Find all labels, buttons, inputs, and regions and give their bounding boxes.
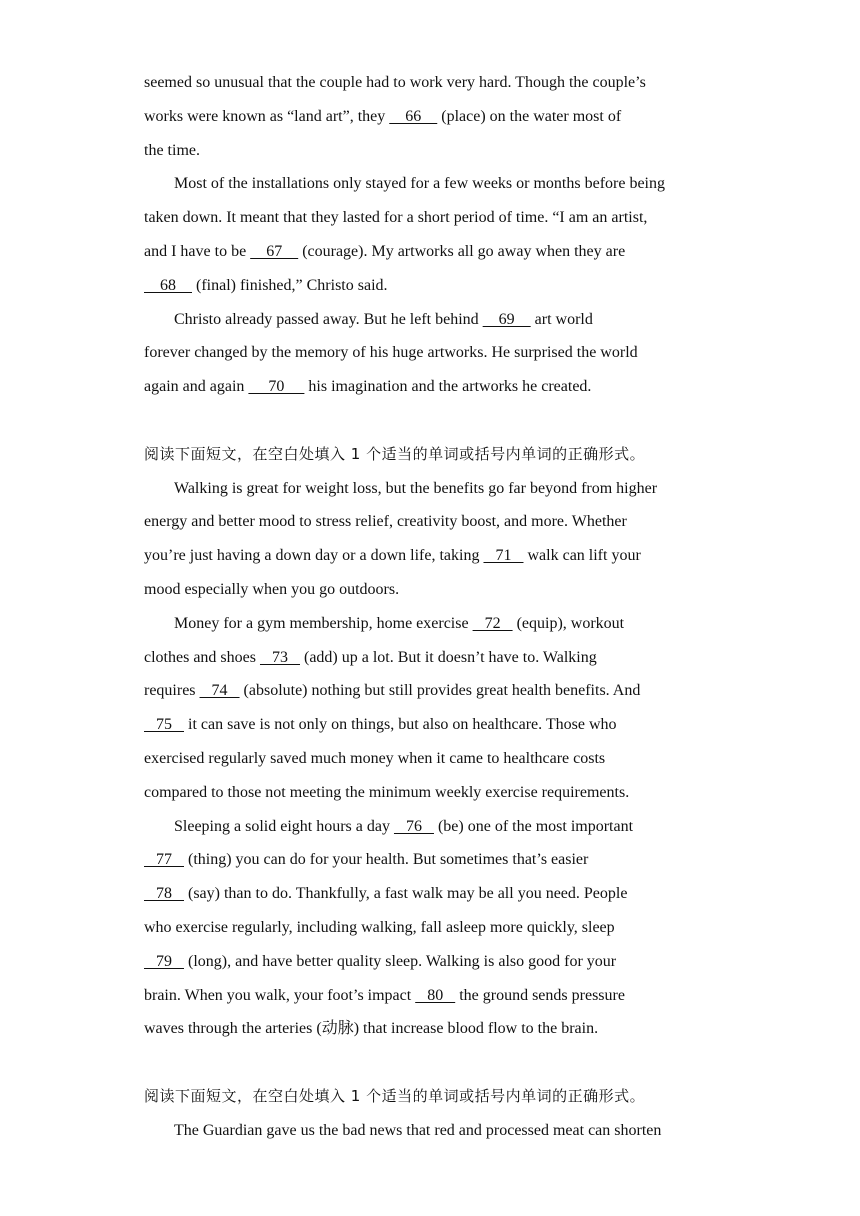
text-segment: (say) than to do. Thankfully, a fast walk may be all you need. People xyxy=(184,885,628,903)
text-line xyxy=(144,742,714,776)
text-segment: (place) on the water most of xyxy=(437,107,622,125)
text-segment: (courage). My artworks all go away when they are xyxy=(298,242,626,260)
text-segment: it can save is not only on things, but also on healthcare. Those who xyxy=(184,716,617,734)
text-line xyxy=(144,776,714,810)
text-segment: and I have to be xyxy=(144,242,251,260)
text-line xyxy=(144,877,714,911)
answer-blank[interactable]: 66 xyxy=(389,107,438,125)
text-line xyxy=(144,505,714,539)
text-segment: exercised regularly saved much money when it came to healthcare costs xyxy=(144,749,606,767)
text-line xyxy=(144,235,714,269)
answer-blank[interactable]: 75 xyxy=(144,716,184,734)
answer-blank[interactable]: 69 xyxy=(482,310,531,328)
paragraph xyxy=(144,1114,714,1148)
paragraph xyxy=(144,66,714,167)
answer-blank[interactable]: 74 xyxy=(199,682,240,700)
text-line xyxy=(144,66,714,100)
text-segment: requires xyxy=(144,682,200,700)
text-segment: Walking is great for weight loss, but the benefits go far beyond from higher xyxy=(174,479,658,497)
text-segment: Sleeping a solid eight hours a day xyxy=(174,817,394,835)
section-instruction: 阅读下面短文，在空白处填入 1 个适当的单词或括号内单词的正确形式。 xyxy=(144,444,646,463)
text-line xyxy=(144,134,714,168)
text-line xyxy=(144,641,714,675)
paragraph xyxy=(144,303,714,404)
document-body xyxy=(144,66,714,1148)
text-segment: his imagination and the artworks he created. xyxy=(304,378,592,396)
text-segment: (final) finished,” Christo said. xyxy=(192,276,388,294)
text-segment: compared to those not meeting the minimum weekly exercise requirements. xyxy=(144,783,630,801)
text-line xyxy=(144,979,714,1013)
text-line xyxy=(144,303,714,337)
text-line xyxy=(144,945,714,979)
section-spacer xyxy=(144,1046,714,1080)
answer-blank[interactable]: 76 xyxy=(393,817,434,835)
text-segment: (long), and have better quality sleep. Walking is also good for your xyxy=(184,952,617,970)
text-segment: clothes and shoes xyxy=(144,648,260,666)
paragraph xyxy=(144,810,714,1047)
text-line xyxy=(144,573,714,607)
text-line xyxy=(144,201,714,235)
text-line xyxy=(144,336,714,370)
text-segment: again and again xyxy=(144,378,249,396)
text-line xyxy=(144,810,714,844)
text-segment: works were known as “land art”, they xyxy=(144,107,390,125)
text-segment: mood especially when you go outdoors. xyxy=(144,580,400,598)
section-spacer xyxy=(144,404,714,438)
text-segment: art world xyxy=(530,310,593,328)
section-instruction: 阅读下面短文，在空白处填入 1 个适当的单词或括号内单词的正确形式。 xyxy=(144,1086,646,1105)
answer-blank[interactable]: 79 xyxy=(144,952,184,970)
text-segment: (add) up a lot. But it doesn’t have to. Walking xyxy=(299,648,597,666)
paragraph xyxy=(144,607,714,810)
answer-blank[interactable]: 73 xyxy=(259,648,300,666)
text-line xyxy=(144,472,714,506)
text-segment: the time. xyxy=(144,141,200,159)
text-line xyxy=(144,1114,714,1148)
answer-blank[interactable]: 70 xyxy=(248,378,305,396)
text-line xyxy=(144,674,714,708)
answer-blank[interactable]: 68 xyxy=(144,276,192,294)
text-line xyxy=(144,539,714,573)
paragraph xyxy=(144,167,714,302)
text-segment: Most of the installations only stayed for a few weeks or months before being xyxy=(174,175,665,193)
text-line xyxy=(144,269,714,303)
text-segment: (equip), workout xyxy=(512,614,625,632)
text-segment: (be) one of the most important xyxy=(433,817,634,835)
text-line xyxy=(144,607,714,641)
text-line xyxy=(144,100,714,134)
text-line xyxy=(144,708,714,742)
text-line xyxy=(144,370,714,404)
text-segment: forever changed by the memory of his huge artworks. He surprised the world xyxy=(144,344,638,362)
paragraph xyxy=(144,472,714,607)
text-segment: brain. When you walk, your foot’s impact xyxy=(144,986,416,1004)
text-segment: seemed so unusual that the couple had to work very hard. Though the couple’s xyxy=(144,74,646,91)
answer-blank[interactable]: 77 xyxy=(144,851,184,869)
text-segment: walk can lift your xyxy=(523,547,641,565)
text-segment: (absolute) nothing but still provides great health benefits. And xyxy=(239,682,641,700)
text-line xyxy=(144,1012,714,1046)
text-segment: Money for a gym membership, home exercise xyxy=(174,614,473,632)
text-segment: you’re just having a down day or a down life, taking xyxy=(144,547,484,565)
text-segment: taken down. It meant that they lasted for a short period of time. “I am an artist, xyxy=(144,209,648,227)
text-segment: The Guardian gave us the bad news that red and processed meat can shorten xyxy=(174,1121,662,1139)
answer-blank[interactable]: 67 xyxy=(250,242,299,260)
answer-blank[interactable]: 72 xyxy=(472,614,513,632)
text-line xyxy=(144,911,714,945)
text-segment: waves through the arteries (动脉) that increase blood flow to the brain. xyxy=(144,1020,599,1038)
text-segment: (thing) you can do for your health. But sometimes that’s easier xyxy=(184,851,589,869)
text-segment: energy and better mood to stress relief, creativity boost, and more. Whether xyxy=(144,513,627,531)
answer-blank[interactable]: 78 xyxy=(144,885,184,903)
text-line xyxy=(144,843,714,877)
answer-blank[interactable]: 80 xyxy=(415,986,456,1004)
text-segment: who exercise regularly, including walking, fall asleep more quickly, sleep xyxy=(144,918,615,936)
answer-blank[interactable]: 71 xyxy=(483,547,524,565)
text-segment: the ground sends pressure xyxy=(455,986,625,1004)
text-line xyxy=(144,167,714,201)
text-segment: Christo already passed away. But he left behind xyxy=(174,310,483,328)
